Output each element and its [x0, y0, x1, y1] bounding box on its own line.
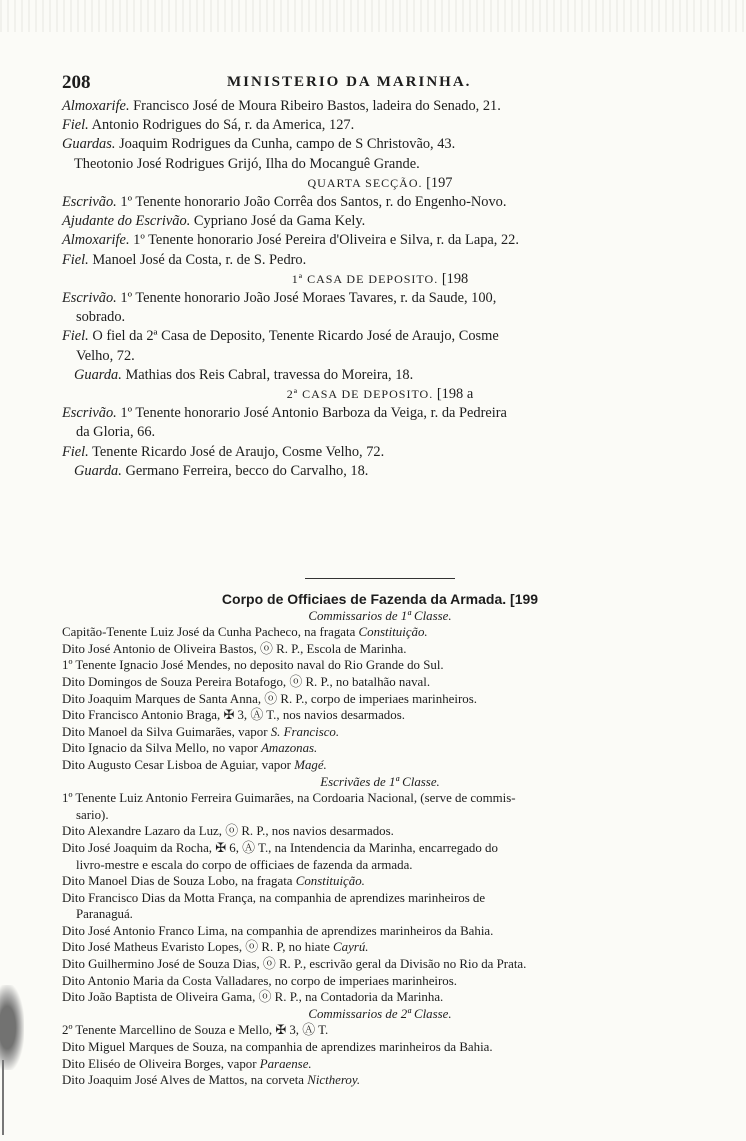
entry-text: Francisco José de Moura Ribeiro Bastos, ladeira do Senado, 21.	[133, 98, 501, 114]
entry-line: Escrivão. 1º Tenente honorario João Corrêa dos Santos, r. do Engenho-Novo.	[62, 194, 507, 211]
entry-line	[62, 116, 698, 135]
list-item: Dito Miguel Marques de Souza, na companhia de aprendizes marinheiros da Bahia.	[62, 1040, 493, 1055]
list-item: Dito Joaquim Marques de Santa Anna, ⓞ R. P., corpo de imperiaes marinheiros.	[62, 691, 477, 706]
list-item: 2º Tenente Marcellino de Souza e Mello, ✠ 3, Ⓐ T.	[62, 1023, 329, 1038]
list-item: 1º Tenente Luiz Antonio Ferreira Guimarães, na Cordoaria Nacional, (serve de commis-	[62, 791, 516, 806]
role-label: Almoxarife.	[62, 98, 130, 114]
list-item: Dito Eliséo de Oliveira Borges, vapor Paraense.	[62, 1056, 312, 1071]
list-item: Dito Francisco Dias da Motta França, na companhia de aprendizes marinheiros de	[62, 890, 486, 905]
list-item: Dito Joaquim José Alves de Mattos, na corveta Nictheroy.	[62, 1073, 361, 1088]
section-heading-casa2: 2ª CASA DE DEPOSITO. [198 a	[286, 386, 474, 403]
divider	[305, 578, 455, 579]
list-item: Dito João Baptista de Oliveira Gama, ⓞ R. P., na Contadoria da Marinha.	[62, 990, 444, 1005]
entry-line: Fiel. Tenente Ricardo José de Araujo, Cosme Velho, 72.	[62, 443, 385, 460]
entry-text: Theotonio José Rodrigues Grijó, Ilha do Mocanguê Grande.	[74, 155, 420, 172]
list-item: Dito José Antonio de Oliveira Bastos, ⓞ R. P., Escola de Marinha.	[62, 641, 407, 656]
entry-continuation: sobrado.	[76, 309, 126, 326]
list-item: Dito José Antonio Franco Lima, na companhia de aprendizes marinheiros da Bahia.	[62, 923, 494, 938]
list-item: Dito José Joaquim da Rocha, ✠ 6, Ⓐ T., na Intendencia da Marinha, encarregado do	[62, 840, 498, 855]
list-item: Dito Domingos de Souza Pereira Botafogo, ⓞ R. P., no batalhão naval.	[62, 674, 431, 689]
running-title: MINISTERIO DA MARINHA.	[227, 74, 472, 90]
entry-line: Fiel. O fiel da 2ª Casa de Deposito, Tenente Ricardo José de Araujo, Cosme	[62, 328, 499, 345]
binding-edge	[2, 1060, 4, 1135]
list-item: Dito Manoel da Silva Guimarães, vapor S. Francisco.	[62, 724, 340, 739]
subheading: Escrivães de 1ª Classe.	[320, 774, 440, 789]
subheading: Commissarios de 2ª Classe.	[308, 1006, 452, 1021]
list-item-continuation: Paranaguá.	[76, 907, 133, 922]
section-heading-casa1: 1ª CASA DE DEPOSITO. [198	[291, 270, 469, 287]
list-item-continuation: sario).	[76, 807, 109, 822]
list-item: 1º Tenente Ignacio José Mendes, no deposito naval do Rio Grande do Sul.	[62, 658, 444, 673]
entry-text: Joaquim Rodrigues da Cunha, campo de S Christovão, 43.	[119, 136, 456, 153]
entry-line: Fiel. Manoel José da Costa, r. de S. Pedro.	[62, 251, 307, 268]
section-corpo-officiaes	[62, 562, 698, 1089]
scan-noise	[0, 0, 746, 32]
binding-stain	[0, 985, 24, 1070]
list-item: Dito Alexandre Lazaro da Luz, ⓞ R. P., nos navios desarmados.	[62, 824, 394, 839]
subheading: Commissarios de 1ª Classe.	[308, 608, 452, 623]
entry-line	[62, 135, 698, 154]
list-item: Dito José Matheus Evaristo Lopes, ⓞ R. P, no hiate Cayrú.	[62, 940, 369, 955]
entry-line: Guarda. Germano Ferreira, becco do Carvalho, 18.	[74, 462, 369, 479]
entry-text: Antonio Rodrigues do Sá, r. da America, 127.	[91, 117, 355, 134]
list-item: Dito Ignacio da Silva Mello, no vapor Amazonas.	[62, 741, 318, 756]
list-item-continuation: livro-mestre e escala do corpo de officiaes de fazenda da armada.	[76, 857, 413, 872]
role-label: Fiel.	[62, 117, 89, 134]
entry-continuation: da Gloria, 66.	[76, 424, 156, 441]
list-item: Dito Augusto Cesar Lisboa de Aguiar, vapor Magé.	[62, 757, 327, 772]
role-label: Guardas.	[62, 136, 116, 153]
page-number: 208	[62, 72, 91, 93]
page-header	[62, 72, 702, 94]
list-item: Capitão-Tenente Luiz José da Cunha Pacheco, na fragata Constituição.	[62, 625, 428, 640]
list-item: Dito Guilhermino José de Souza Dias, ⓞ R. P., escrivão geral da Divisão no Rio da Prata.	[62, 957, 527, 972]
entry-line	[62, 155, 698, 174]
entry-line	[62, 97, 698, 116]
entry-continuation: Velho, 72.	[76, 347, 135, 364]
entry-line: Ajudante do Escrivão. Cypriano José da Gama Kely.	[62, 213, 366, 230]
entry-line: Almoxarife. 1º Tenente honorario José Pereira d'Oliveira e Silva, r. da Lapa, 22.	[62, 232, 519, 249]
list-item: Dito Antonio Maria da Costa Valladares, no corpo de imperiaes marinheiros.	[62, 973, 457, 988]
entry-line: Escrivão. 1º Tenente honorario José Antonio Barboza da Veiga, r. da Pedreira	[62, 405, 507, 422]
section-terceira-cont	[62, 97, 698, 481]
list-item: Dito Manoel Dias de Souza Lobo, na fragata Constituição.	[62, 874, 365, 889]
entry-line: Guarda. Mathias dos Reis Cabral, travessa do Moreira, 18.	[74, 366, 414, 383]
section-heading-quarta: QUARTA SECÇÃO. [197	[307, 174, 453, 191]
entry-line: Escrivão. 1º Tenente honorario João José Moraes Tavares, r. da Saude, 100,	[62, 290, 497, 307]
list-item: Dito Francisco Antonio Braga, ✠ 3, Ⓐ T., nos navios desarmados.	[62, 708, 405, 723]
section-title: Corpo de Officiaes de Fazenda da Armada. [199	[221, 591, 539, 607]
